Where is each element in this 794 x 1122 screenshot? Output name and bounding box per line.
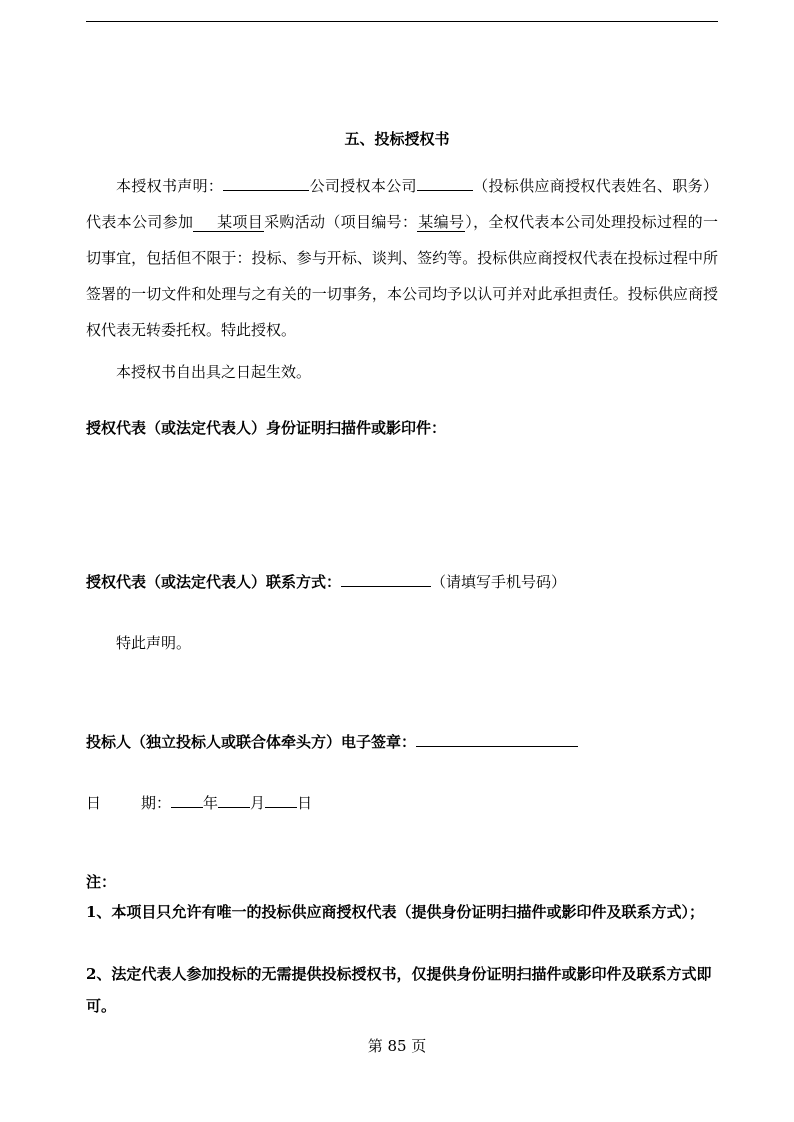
contact-line bbox=[86, 570, 566, 592]
effective-clause: 本授权书自出具之日起生效。 bbox=[116, 363, 312, 381]
page-title: 五、投标授权书 bbox=[344, 130, 450, 148]
month-blank[interactable] bbox=[218, 791, 250, 808]
statement-text-1: 本授权书声明： bbox=[116, 177, 224, 195]
project-name: 某项目 bbox=[193, 213, 264, 232]
statement-text-2: 公司授权本公司 bbox=[309, 177, 417, 195]
signature-line bbox=[86, 730, 578, 752]
representative-name-blank[interactable] bbox=[417, 174, 473, 191]
header-rule bbox=[86, 21, 718, 22]
declaration: 特此声明。 bbox=[116, 634, 192, 652]
date-line bbox=[86, 791, 312, 813]
note-2: 2、法定代表人参加投标的无需提供投标授权书，仅提供身份证明扫描件或影印件及联系方式即可。 bbox=[86, 965, 712, 1015]
note-1: 1、本项目只允许有唯一的投标供应商授权代表（提供身份证明扫描件或影印件及联系方式）； bbox=[86, 903, 704, 921]
signature-label: 投标人（独立投标人或联合体牵头方）电子签章： bbox=[86, 733, 417, 751]
date-label-2: 期： bbox=[141, 794, 172, 812]
year-label: 年 bbox=[203, 794, 219, 812]
statement-text-4: 采购活动（项目编号： bbox=[264, 213, 418, 231]
statement-text-3: （投标供应商授权代表姓名、职务）代表本公司参加 bbox=[86, 177, 718, 231]
contact-phone-blank[interactable] bbox=[341, 570, 431, 587]
statement-text-5: ），全权代表本公司处理投标过程的一切事宜，包括但不限于：投标、参与开标、谈判、签约等。投标供应商授权代表在投标过程中所签署的一切文件和处理与之有关的一切事务，本公司均予以认可并对此承担责任。投标供应商授权代表无转委托权。特此授权。 bbox=[86, 213, 718, 339]
notes-heading: 注： bbox=[86, 873, 117, 891]
signature-blank[interactable] bbox=[416, 730, 578, 747]
project-number: 某编号 bbox=[418, 213, 465, 231]
day-blank[interactable] bbox=[265, 791, 297, 808]
day-label: 日 bbox=[297, 794, 313, 812]
date-label-1: 日 bbox=[86, 794, 102, 812]
page-number: 第 85 页 bbox=[367, 1037, 427, 1055]
contact-label: 授权代表（或法定代表人）联系方式： bbox=[86, 573, 342, 591]
id-document-label: 授权代表（或法定代表人）身份证明扫描件或影印件： bbox=[86, 419, 447, 437]
authorization-statement bbox=[86, 168, 718, 348]
contact-hint: （请填写手机号码） bbox=[431, 573, 567, 591]
month-label: 月 bbox=[250, 794, 266, 812]
company-name-blank[interactable] bbox=[223, 174, 309, 191]
year-blank[interactable] bbox=[171, 791, 203, 808]
